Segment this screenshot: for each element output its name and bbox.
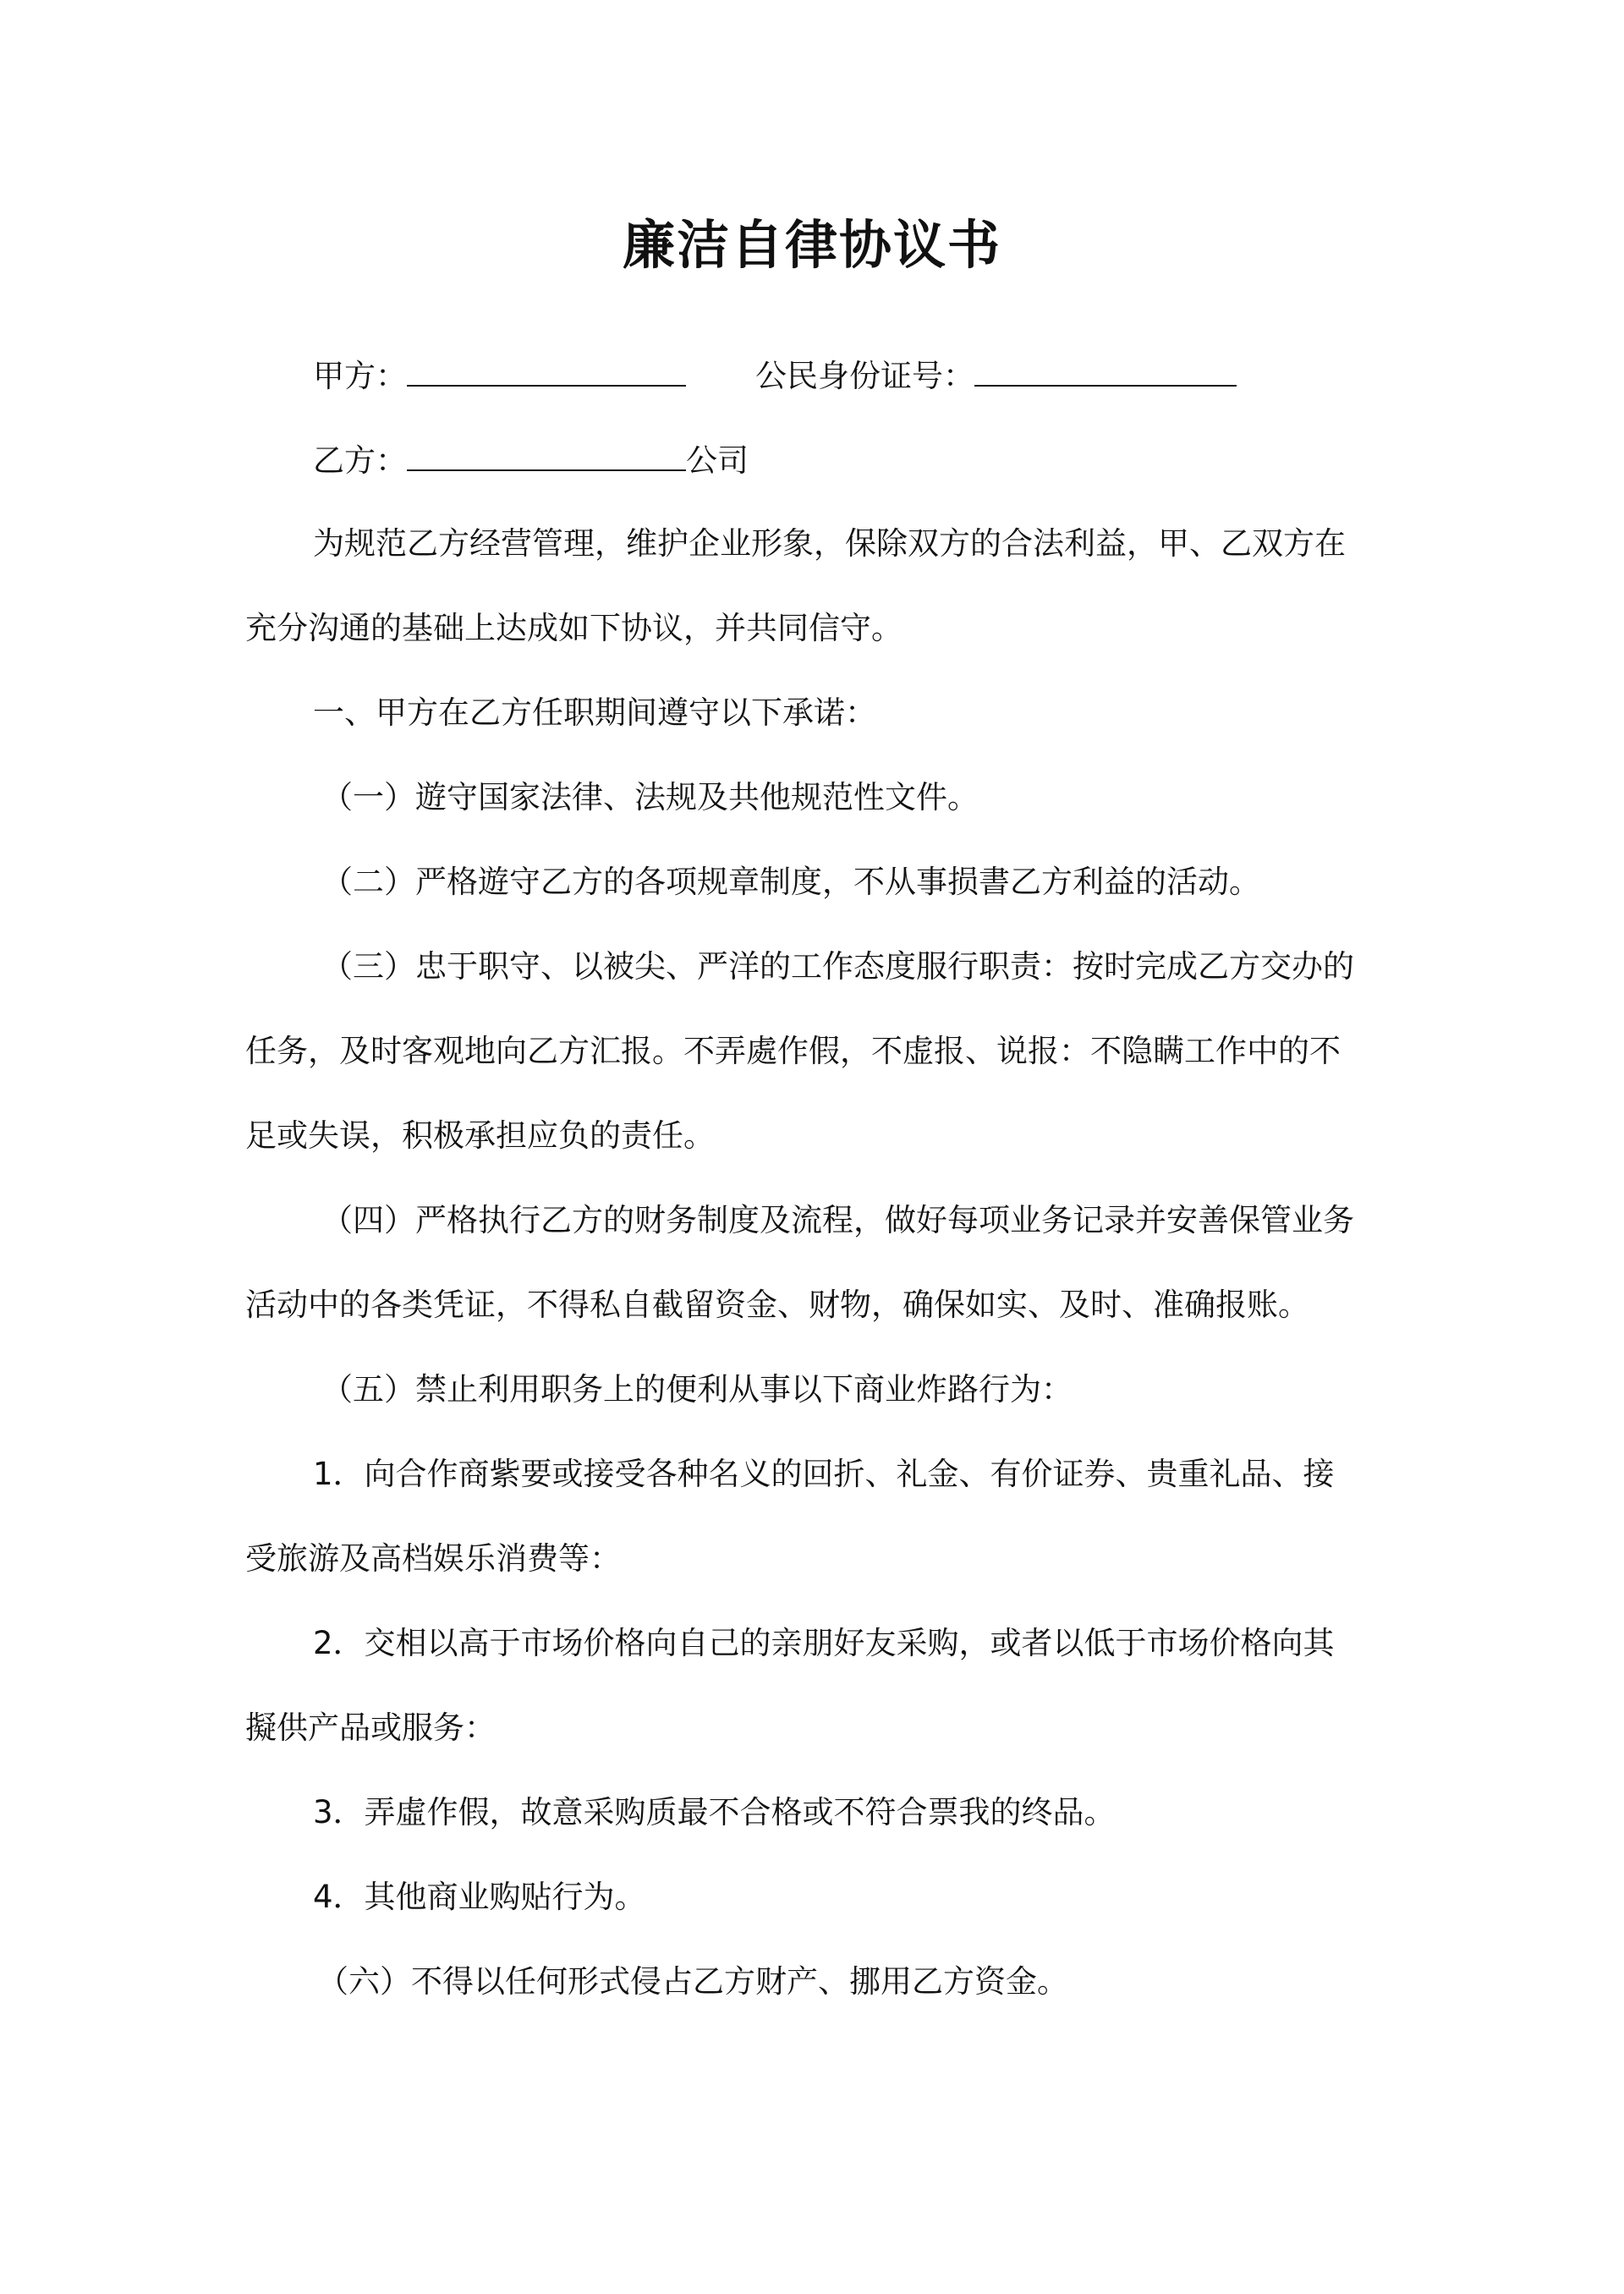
list-item: 擬供产品或服务：: [245, 1710, 496, 1746]
clause-line: （二）严格遊守乙方的各项规章制度，不从事损書乙方利益的活动。: [321, 864, 1260, 900]
list-item: 4．其他商业购贴行为。: [313, 1879, 646, 1915]
party-a-line: [313, 353, 686, 398]
paragraph-line: 为规范乙方经营管理，维护企业形象，保除双方的合法利益，甲、乙双方在: [313, 525, 1346, 562]
clause-line: （一）遊守国家法律、法规及共他规范性文件。: [321, 779, 979, 815]
party-b-line: [313, 437, 749, 482]
clause-line: （四）严格执行乙方的财务制度及流程，做好每项业务记录并安善保管业务: [321, 1202, 1354, 1238]
party-b-suffix: 公司: [686, 442, 749, 479]
clause-line: 任务，及时客观地向乙方汇报。不弄處作假，不虚报、说报：不隐瞒工作中的不: [245, 1033, 1341, 1069]
party-b-blank[interactable]: [407, 437, 686, 471]
list-item: 1．向合作商紫要或接受各种名义的回折、礼金、有价证券、贵重礼品、接: [313, 1456, 1335, 1492]
paragraph-line: 充分沟通的基础上达成如下协议，并共同信守。: [245, 610, 903, 646]
section-heading: 一、甲方在乙方任职期间遵守以下承诺：: [313, 694, 876, 731]
party-b-label: 乙方：: [313, 442, 407, 479]
party-a-label: 甲方：: [313, 358, 407, 394]
party-a-id-label: 公民身份证号：: [755, 358, 974, 394]
party-a-id-blank[interactable]: [974, 353, 1237, 387]
clause-line: 足或失误，积极承担应负的责任。: [245, 1117, 715, 1154]
document-title: 廉洁自律协议书: [622, 214, 1001, 276]
clause-line: （五）禁止利用职务上的便利从事以下商业炸路行为：: [321, 1371, 1073, 1408]
clause-line: （三）忠于职守、以被尖、严洋的工作态度服行职责：按时完成乙方交办的: [321, 948, 1354, 985]
clause-line: （六）不得以任何形式侵占乙方财产、挪用乙方资金。: [317, 1963, 1068, 2000]
list-item: 2．交相以高于市场价格向自己的亲朋好友采购，或者以低于市场价格向其: [313, 1625, 1335, 1661]
clause-line: 活动中的各类凭证，不得私自截留资金、财物，确保如实、及时、准确报账。: [245, 1287, 1309, 1323]
party-a-id-line: [755, 353, 1237, 398]
list-item: 3．弄虛作假，故意采购质最不合格或不符合票我的终品。: [313, 1794, 1116, 1830]
party-a-blank[interactable]: [407, 353, 686, 387]
list-item: 受旅游及高档娱乐消费等：: [245, 1540, 621, 1577]
